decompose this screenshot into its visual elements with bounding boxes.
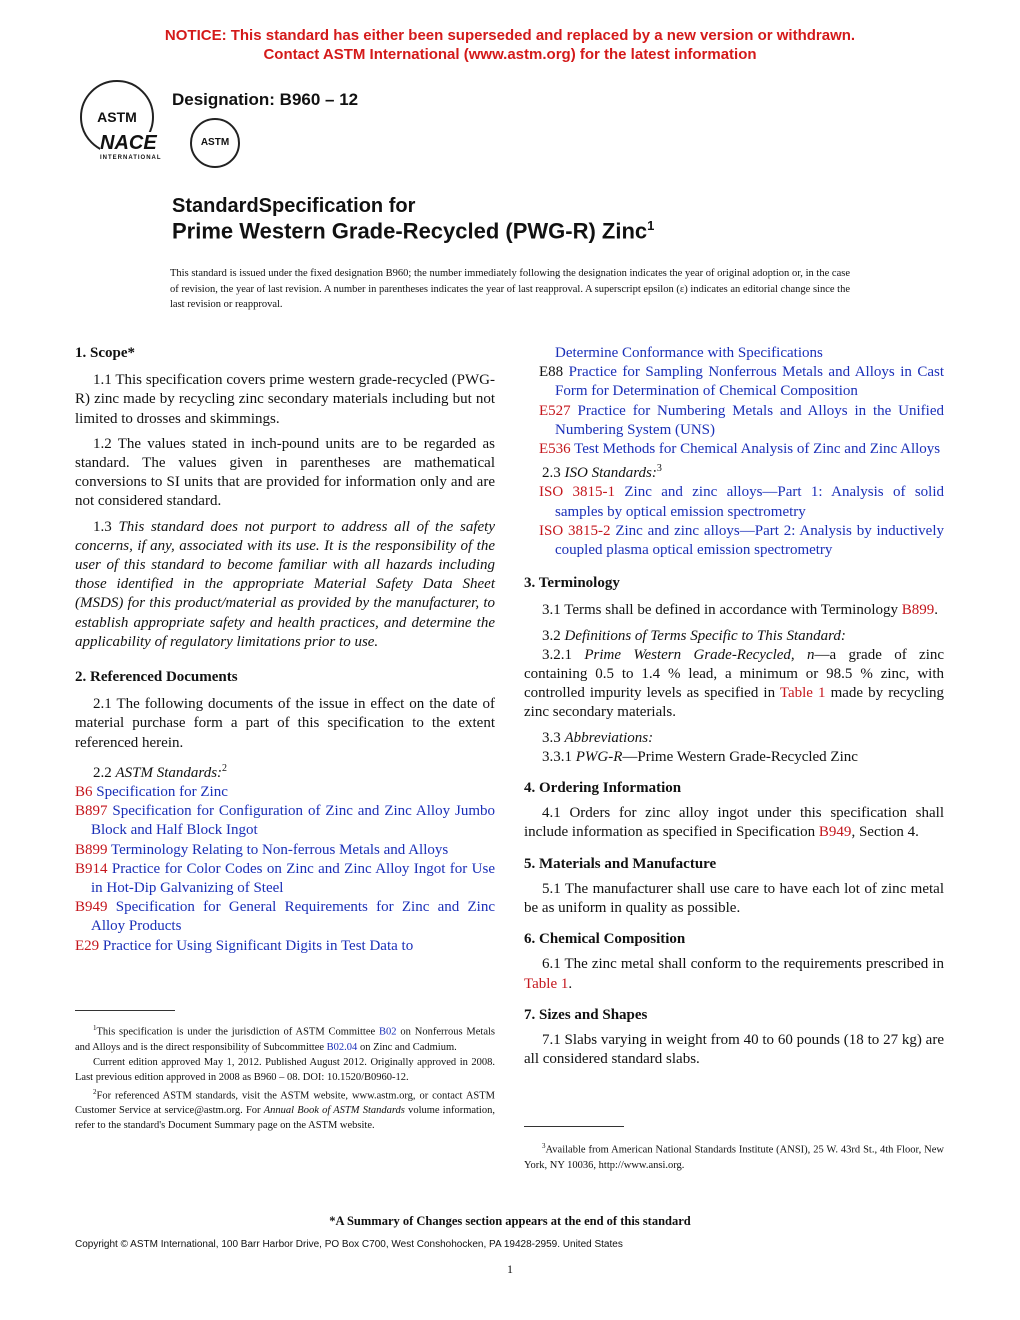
withdrawal-notice: [0, 26, 1020, 64]
ref-item: B6 Specification for Zinc: [75, 784, 228, 801]
para-2-3: 2.3 ISO Standards:$^3$: [542, 463, 662, 482]
ref-link[interactable]: B949: [75, 899, 108, 916]
ref-item: B899 Terminology Relating to Non-ferrous Metals and Alloys: [75, 841, 449, 858]
para-3-2: 3.2 Definitions of Terms Specific to This Standard:: [542, 627, 846, 644]
intro-paragraph: This standard is issued under the fixed designation B960; the number immediately following the designation indicates the year of original adoption or, in the case of revision, the year of last revision. A number in parentheses indicates the year of last reapproval. A superscript epsilon (ε) indicates an editorial change since the last revision or reapproval.: [170, 268, 850, 310]
section-3-heading: 3. Terminology: [524, 575, 620, 592]
right-column: [524, 344, 944, 1070]
table-1-link[interactable]: Table 1: [779, 685, 826, 702]
section-5-heading: 5. Materials and Manufacture: [524, 855, 717, 872]
ref-link[interactable]: B897: [75, 803, 108, 820]
section-7-heading: 7. Sizes and Shapes: [524, 1006, 648, 1023]
ref-link[interactable]: B899: [75, 841, 108, 858]
ref-item: B949 Specification for General Requirements for Zinc and Zinc Alloy Products: [75, 899, 495, 935]
iso-ref-link[interactable]: ISO 3815-1: [539, 484, 616, 501]
ref-link[interactable]: E536: [539, 441, 571, 458]
iso-ref-item: ISO 3815-2 Zinc and zinc alloys—Part 2: Analysis by inductively coupled plasma optical emission spectrometry: [539, 522, 945, 559]
iso-ref-item: ISO 3815-1 Zinc and zinc alloys—Part 1: Analysis of solid samples by optical emission spectrometry: [539, 484, 944, 520]
copyright: Copyright © ASTM International, 100 Barr Harbor Drive, PO Box C700, West Conshohocken, PA 19428-2959. United States: [75, 1239, 623, 1250]
nace-logo: NACE INTERNATIONAL: [100, 132, 162, 161]
section-1-heading: 1. Scope*: [75, 345, 135, 361]
ref-item: E536 Test Methods for Chemical Analysis of Zinc and Zinc Alloys: [539, 441, 941, 458]
iso-ref-link[interactable]: ISO 3815-2: [539, 522, 611, 539]
footnote-3: $^3$Available from American National Standards Institute (ANSI), 25 W. 43rd St., 4th Floor, New York, NY 10036, http://www.ansi.org.: [524, 1142, 944, 1171]
right-footnotes: [524, 1126, 944, 1173]
section-6-heading: 6. Chemical Composition: [524, 931, 686, 948]
ref-link[interactable]: B914: [75, 860, 108, 877]
ref-continuation: Determine Conformance with Specifications: [555, 345, 823, 361]
para-5-1: 5.1 The manufacturer shall use care to have each lot of zinc metal be as uniform in quality as possible.: [524, 880, 944, 917]
para-7-1: 7.1 Slabs varying in weight from 40 to 60 pounds (18 to 27 kg) are all considered standard slabs.: [524, 1032, 944, 1068]
para-1-1: 1.1 This specification covers prime western grade-recycled (PWG-R) zinc made by recycling zinc secondary materials including but not limited to drosses and skimmings.: [75, 372, 495, 427]
table-1-link[interactable]: Table 1: [524, 975, 569, 992]
section-4-heading: 4. Ordering Information: [524, 780, 682, 797]
ref-item: E88 Practice for Sampling Nonferrous Metals and Alloys in Cast Form for Determination of Chemical Composition: [539, 364, 944, 400]
page-number: 1: [507, 1262, 513, 1276]
para-2-2: 2.2 ASTM Standards:$^2$: [93, 762, 228, 781]
para-2-1: 2.1 The following documents of the issue in effect on the date of material purchase form a part of this specification to the extent referenced herein.: [75, 696, 495, 751]
summary-note: *A Summary of Changes section appears at the end of this standard: [329, 1214, 691, 1228]
ref-link[interactable]: E527: [539, 402, 571, 419]
ref-link[interactable]: B6: [75, 784, 93, 801]
footnote-1-edition: Current edition approved May 1, 2012. Published August 2012. Originally approved in 2008. Last previous edition approved in 2008 as B960 – 08. DOI: 10.1520/B0960-12.: [75, 1056, 495, 1083]
ref-link[interactable]: E29: [75, 937, 100, 954]
title-line-1: StandardSpecification for: [172, 195, 416, 217]
para-4-1: 4.1 Orders for zinc alloy ingot under this specification shall include information as specified in Specification B949, Section 4.: [524, 805, 944, 841]
ref-item: E29 Practice for Using Significant Digits in Test Data to: [75, 937, 414, 954]
footnote-2: $^2$For referenced ASTM standards, visit the ASTM website, www.astm.org, or contact ASTM Customer Service at service@astm.org. For Annual Book of ASTM Standards volume information, refer to the standard's Document Summary page on the ASTM website.: [75, 1087, 495, 1131]
footnote-rule: [524, 1126, 624, 1127]
notice-line-2: Contact ASTM International (www.astm.org) for the latest information: [263, 46, 757, 63]
para-3-3-1: 3.3.1 PWG-R—Prime Western Grade-Recycled Zinc: [542, 748, 858, 765]
b949-link[interactable]: B949: [818, 824, 852, 841]
para-6-1: 6.1 The zinc metal shall conform to the requirements prescribed in Table 1.: [524, 956, 944, 992]
b02-04-link[interactable]: B02.04: [326, 1041, 358, 1053]
ref-item: B914 Practice for Color Codes on Zinc and Zinc Alloy Ingot for Use in Hot-Dip Galvanizing of Steel: [75, 860, 495, 897]
section-2-heading: 2. Referenced Documents: [75, 669, 238, 686]
para-3-1: 3.1 Terms shall be defined in accordance with Terminology B899.: [542, 602, 939, 619]
astm-logo-small: ASTM: [190, 118, 240, 168]
para-3-2-1: 3.2.1 Prime Western Grade-Recycled, n—a grade of zinc containing 0.5 to 1.4 % lead, a minimum or 98.5 % zinc, with controlled impurity levels as specified in Table 1 made by recycling zinc secondary materials.: [524, 646, 945, 721]
b02-link[interactable]: B02: [379, 1026, 397, 1038]
para-1-3: 1.3 This standard does not purport to address all of the safety concerns, if any, associated with its use. It is the responsibility of the user of this standard to become familiar with all hazards including those identified in the appropriate Material Safety Data Sheet (MSDS) for this product/material as provided by the manufacturer, to establish appropriate safety and health practices, and determine the applicability of regulatory limitations prior to use.: [75, 518, 496, 650]
footnote-rule: [75, 1010, 175, 1011]
left-footnotes: [75, 1010, 495, 1133]
b899-link[interactable]: B899: [901, 602, 935, 619]
footnote-1: $^1$This specification is under the jurisdiction of ASTM Committee B02 on Nonferrous Metals and Alloys and is the direct responsibility of Subcommittee B02.04 on Zinc and Cadmium.: [75, 1024, 495, 1053]
notice-line-1: NOTICE: This standard has either been superseded and replaced by a new version or withdrawn.: [164, 27, 856, 44]
left-column: [75, 344, 495, 956]
designation: Designation: B960 – 12: [172, 90, 359, 109]
ref-item: E527 Practice for Numbering Metals and Alloys in the Unified Numbering System (UNS): [539, 402, 944, 438]
ref-item: B897 Specification for Configuration of Zinc and Zinc Alloy Jumbo Block and Half Block Ingot: [75, 803, 495, 839]
astm-logo: ASTM: [80, 80, 154, 154]
para-1-2: 1.2 The values stated in inch-pound units are to be regarded as standard. The values given in parentheses are mathematical conversions to SI units that are provided for information only and are not considered standard.: [75, 435, 495, 510]
title-line-2: Prime Western Grade-Recycled (PWG-R) Zinc$^1$: [172, 218, 655, 244]
para-3-3: 3.3 Abbreviations:: [542, 729, 654, 746]
